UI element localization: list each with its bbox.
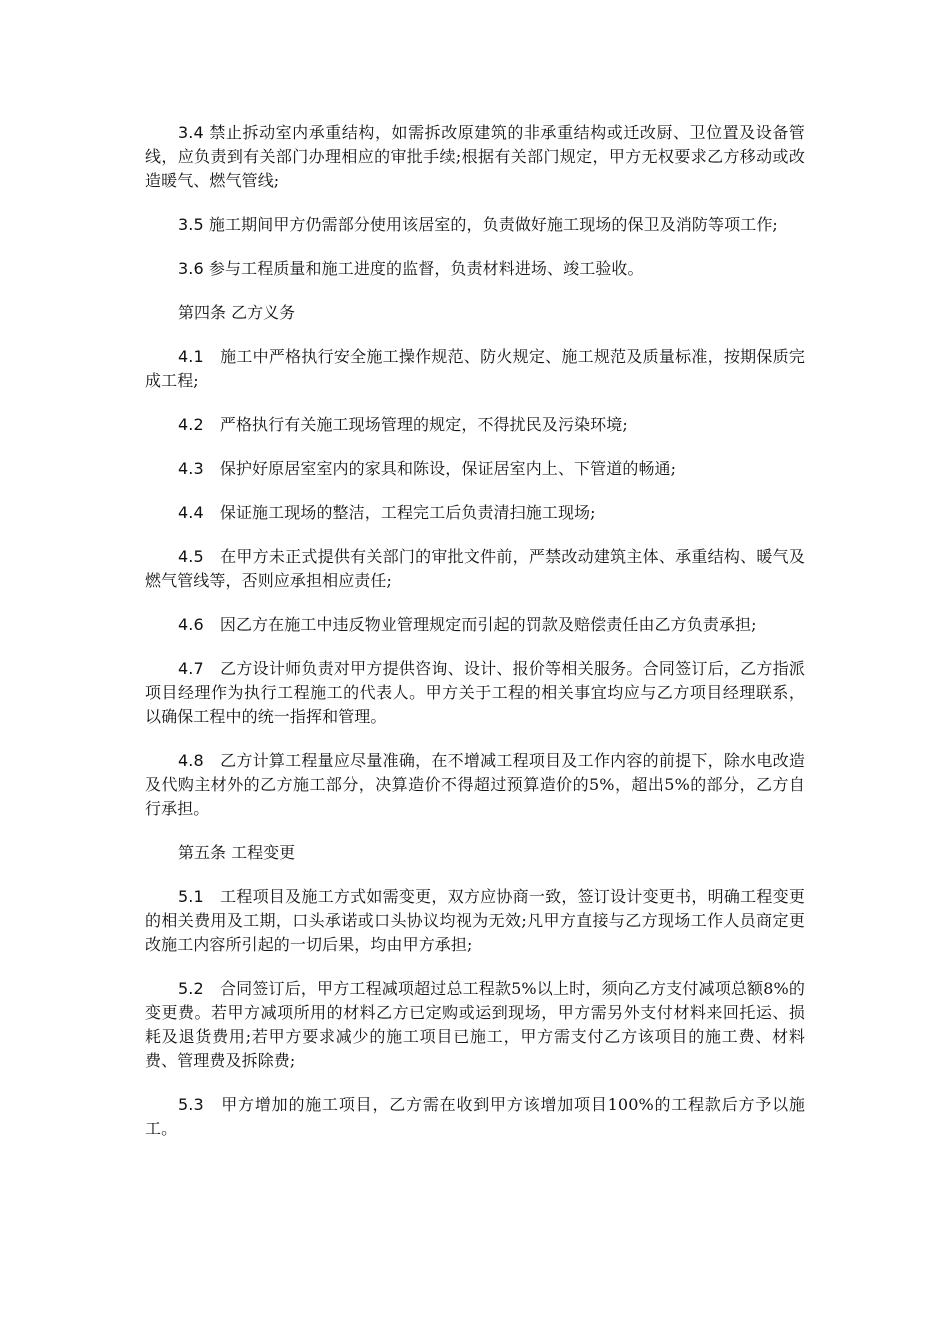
clause-text: 施工期间甲方仍需部分使用该居室的，负责做好施工现场的保卫及消防等项工作; (203, 215, 778, 234)
clause-text: 保护好原居室室内的家具和陈设，保证居室内上、下管道的畅通; (203, 459, 677, 478)
clause-text: 因乙方在施工中违反物业管理规定而引起的罚款及赔偿责任由乙方负责承担; (203, 615, 757, 634)
clause-number: 4.8 (178, 751, 204, 770)
clause-number: 4.6 (178, 615, 204, 634)
clause-text: 乙方计算工程量应尽量准确，在不增减工程项目及工作内容的前提下，除水电改造及代购主材外的乙方施工部分，决算造价不得超过预算造价的5%，超出5%的部分，乙方自行承担。 (145, 751, 805, 818)
section-heading-article-4: 第四条 乙方义务 (178, 303, 296, 322)
clause-text: 工程项目及施工方式如需变更，双方应协商一致，签订设计变更书，明确工程变更的相关费用及工期，口头承诺或口头协议均视为无效;凡甲方直接与乙方现场工作人员商定更改施工内容所引起的一切后果，均由甲方承担; (145, 887, 805, 954)
clause-3-5 (145, 213, 805, 237)
clause-text: 合同签订后，甲方工程减项超过总工程款5%以上时，须向乙方支付减项总额8%的变更费。若甲方减项所用的材料乙方已定购或运到现场，甲方需另外支付材料来回托运、损耗及退货费用;若甲方要求减少的施工项目已施工，甲方需支付乙方该项目的施工费、材料费、管理费及拆除费; (145, 979, 805, 1070)
clause-4-2 (145, 413, 805, 437)
clause-number: 4.2 (178, 415, 204, 434)
clause-text: 施工中严格执行安全施工操作规范、防火规定、施工规范及质量标准，按期保质完成工程; (145, 347, 805, 390)
clause-4-6 (145, 613, 805, 637)
clause-text: 保证施工现场的整洁，工程完工后负责清扫施工现场; (203, 503, 596, 522)
clause-text: 严格执行有关施工现场管理的规定，不得扰民及污染环境; (203, 415, 628, 434)
clause-number: 4.7 (178, 659, 204, 678)
clause-text: 参与工程质量和施工进度的监督，负责材料进场、竣工验收。 (203, 259, 644, 278)
clause-5-3 (145, 1093, 805, 1141)
clause-text: 禁止拆动室内承重结构，如需拆改原建筑的非承重结构或迁改厨、卫位置及设备管线，应负责到有关部门办理相应的审批手续;根据有关部门规定，甲方无权要求乙方移动或改造暖气、燃气管线; (145, 123, 805, 190)
clause-number: 5.1 (178, 887, 204, 906)
clause-number: 3.5 (178, 215, 204, 234)
clause-number: 4.1 (178, 347, 204, 366)
clause-3-6 (145, 257, 805, 281)
clause-text: 甲方增加的施工项目，乙方需在收到甲方该增加项目100%的工程款后方予以施工。 (145, 1095, 805, 1138)
clause-number: 5.3 (178, 1095, 204, 1114)
clause-3-4 (145, 121, 805, 193)
clause-number: 3.6 (178, 259, 204, 278)
clause-4-4 (145, 501, 805, 525)
clause-4-5 (145, 545, 805, 593)
clause-number: 4.3 (178, 459, 204, 478)
clause-5-2 (145, 977, 805, 1073)
clause-5-1 (145, 885, 805, 957)
document-page (145, 121, 805, 1161)
clause-number: 3.4 (178, 123, 204, 142)
clause-4-8 (145, 749, 805, 821)
clause-4-7 (145, 657, 805, 729)
clause-number: 4.5 (178, 547, 204, 566)
clause-text: 在甲方未正式提供有关部门的审批文件前，严禁改动建筑主体、承重结构、暖气及燃气管线等，否则应承担相应责任; (145, 547, 805, 590)
clause-number: 5.2 (178, 979, 204, 998)
clause-number: 4.4 (178, 503, 204, 522)
clause-4-1 (145, 345, 805, 393)
clause-text: 乙方设计师负责对甲方提供咨询、设计、报价等相关服务。合同签订后，乙方指派项目经理作为执行工程施工的代表人。甲方关于工程的相关事宜均应与乙方项目经理联系，以确保工程中的统一指挥和管理。 (145, 659, 805, 726)
section-heading-article-5: 第五条 工程变更 (178, 843, 296, 862)
clause-4-3 (145, 457, 805, 481)
